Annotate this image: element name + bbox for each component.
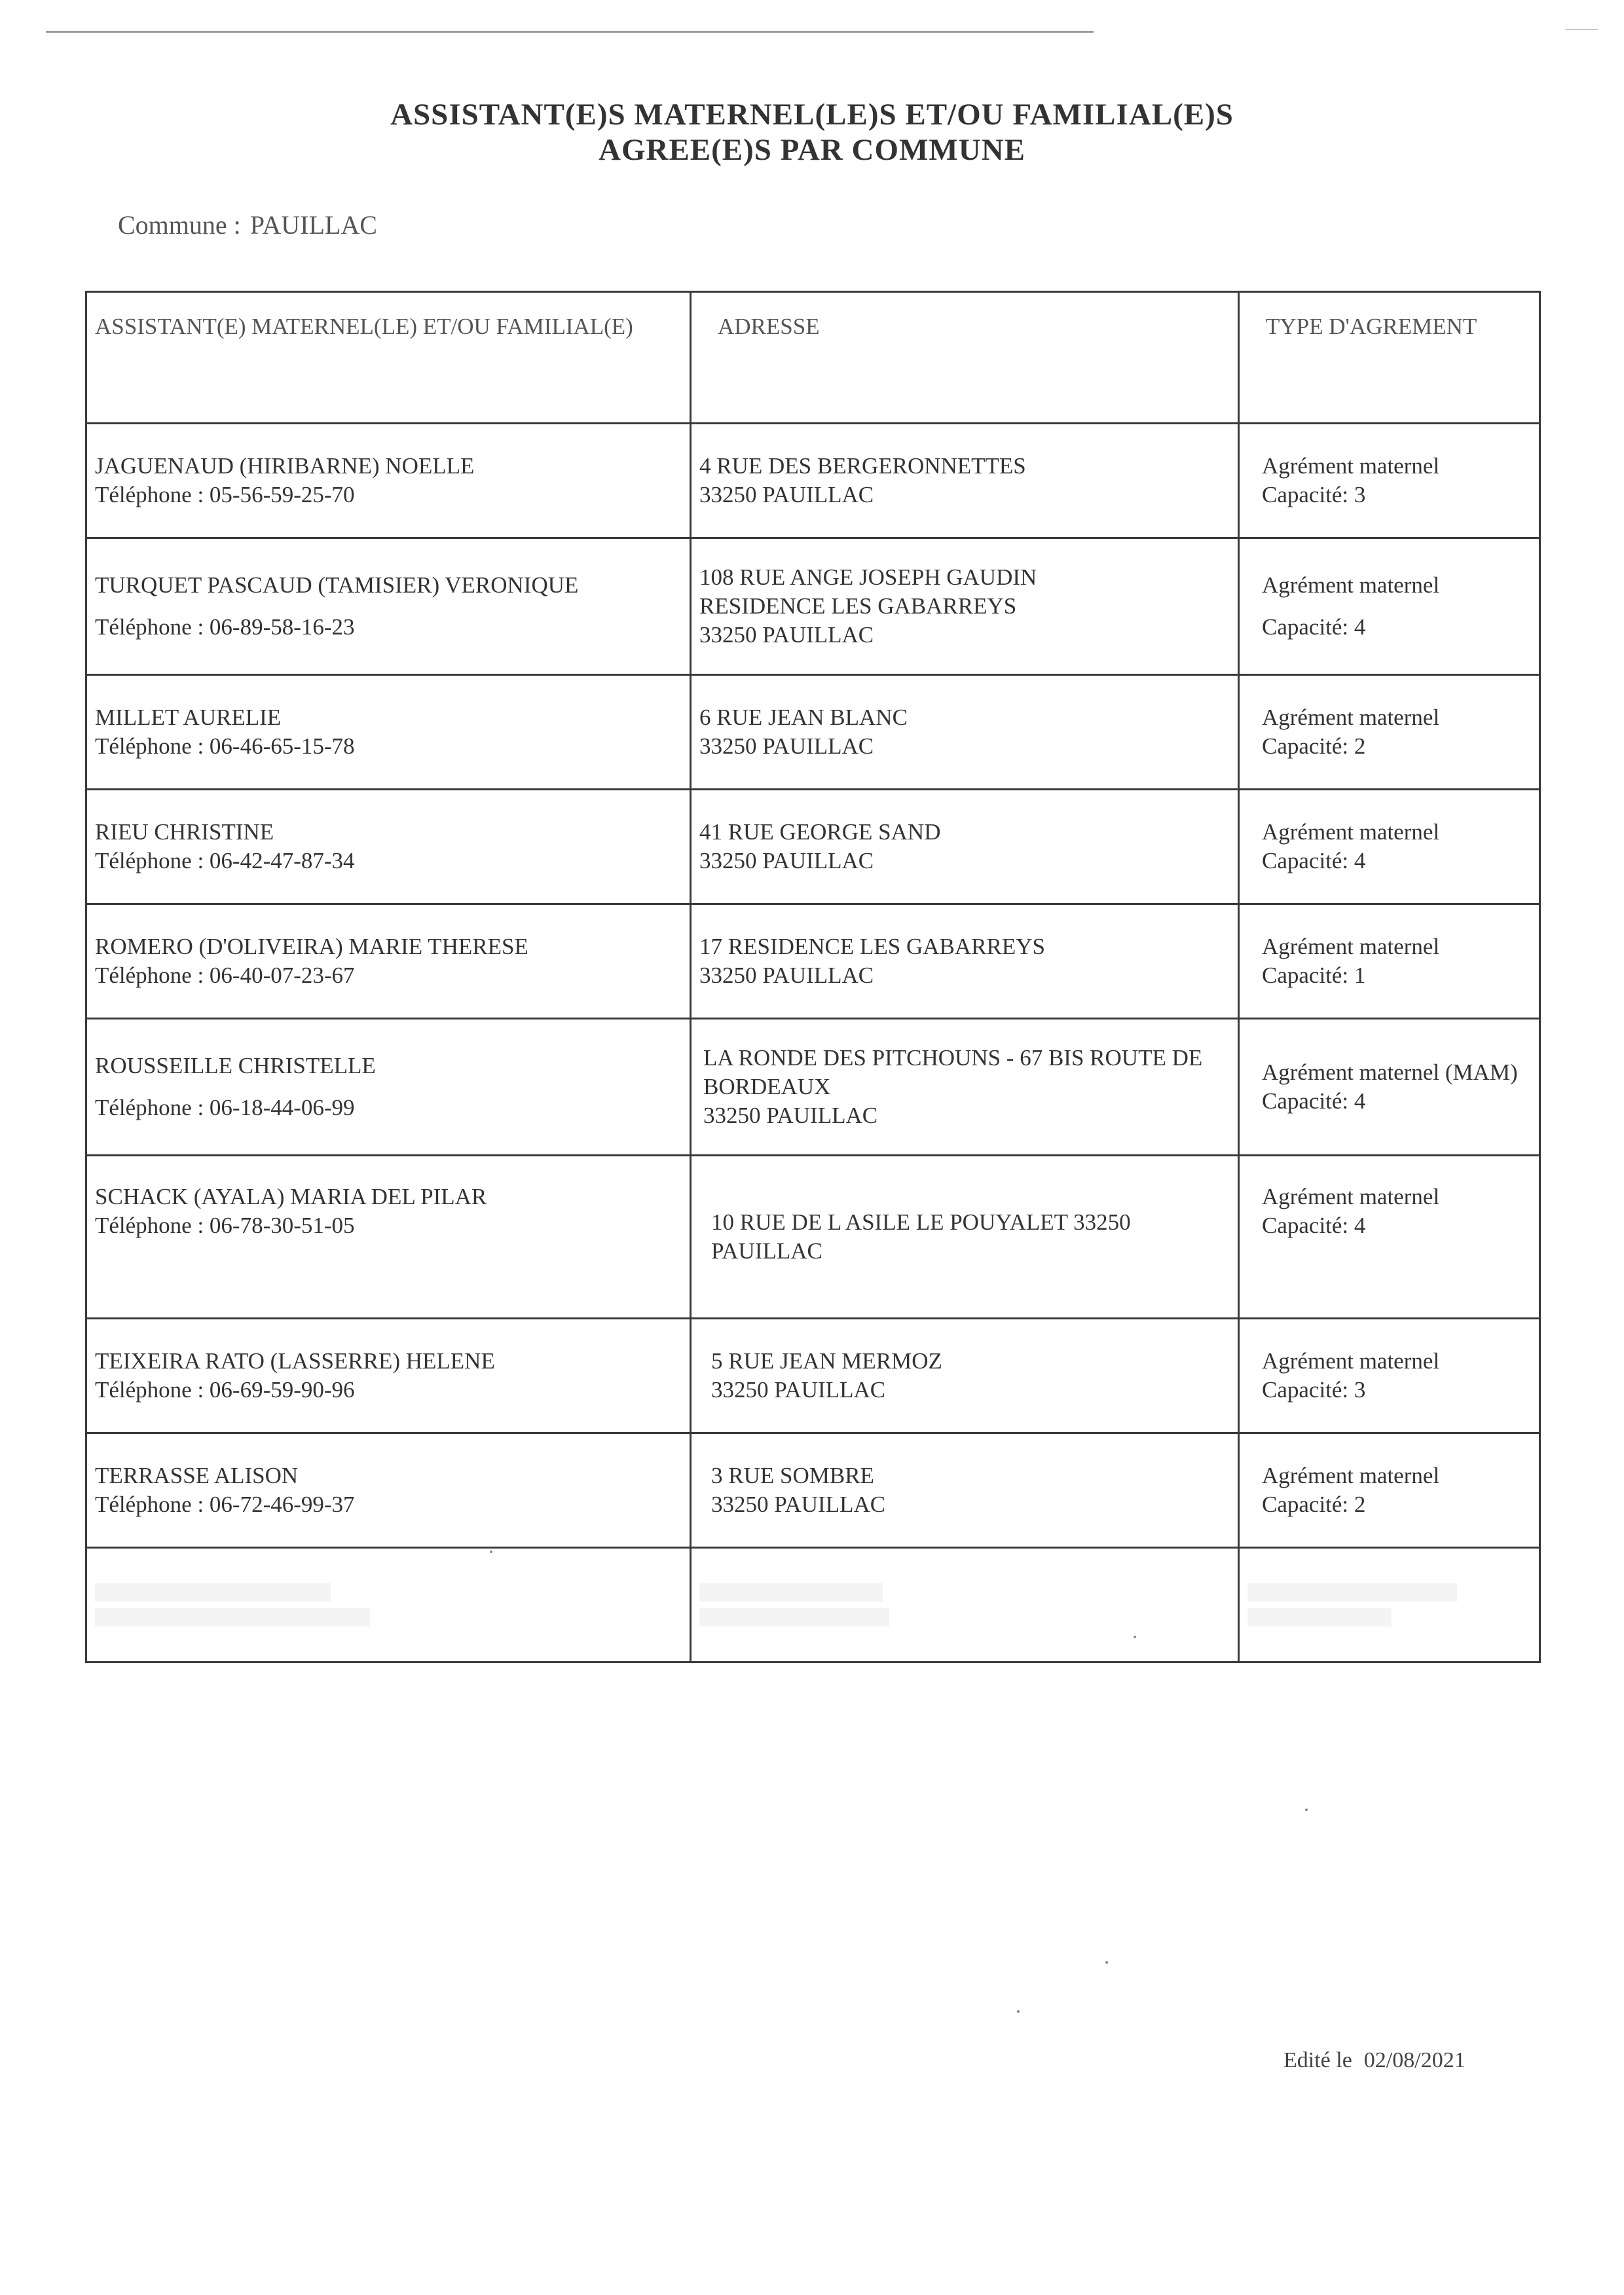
assistant-name: TERRASSE ALISON	[95, 1463, 299, 1488]
address-line: 3 RUE SOMBRE	[711, 1463, 874, 1488]
assistant-cell	[86, 424, 691, 538]
address-line: 33250 PAUILLAC	[711, 1492, 886, 1517]
table-row	[86, 904, 1540, 1019]
agrement-cell	[1239, 424, 1540, 538]
agrement-type: Agrément maternel	[1262, 1184, 1440, 1209]
assistant-name: SCHACK (AYALA) MARIA DEL PILAR	[95, 1184, 487, 1209]
assistant-cell	[86, 538, 691, 675]
edition-label: Edité le	[1283, 2048, 1352, 2072]
scan-speck	[490, 1551, 492, 1553]
assistants-table	[85, 291, 1541, 1663]
address-cell	[691, 1433, 1239, 1548]
assistant-phone: Téléphone : 06-89-58-16-23	[95, 614, 355, 640]
header-adresse: ADRESSE	[691, 292, 1239, 424]
assistant-name: TEIXEIRA RATO (LASSERRE) HELENE	[95, 1348, 495, 1374]
assistant-phone: Téléphone : 05-56-59-25-70	[95, 482, 355, 507]
agrement-capacity: Capacité: 3	[1262, 482, 1366, 507]
address-cell	[691, 1019, 1239, 1156]
table-row	[86, 424, 1540, 538]
document-title-line-1: ASSISTANT(E)S MATERNEL(LE)S ET/OU FAMILIAL(E)S	[390, 98, 1234, 132]
assistant-cell	[86, 904, 691, 1019]
agrement-cell	[1239, 904, 1540, 1019]
agrement-cell	[1239, 675, 1540, 790]
edition-date	[1283, 2048, 1477, 2073]
table-row	[86, 1019, 1540, 1156]
address-cell	[691, 790, 1239, 904]
commune-value: PAUILLAC	[249, 210, 377, 240]
assistant-name: MILLET AURELIE	[95, 705, 282, 730]
assistant-cell	[86, 1156, 691, 1319]
address-cell	[691, 424, 1239, 538]
table-row-redacted	[86, 1548, 1540, 1662]
address-line: 6 RUE JEAN BLANC	[699, 705, 908, 730]
header-assistant: ASSISTANT(E) MATERNEL(LE) ET/OU FAMILIAL(E)	[86, 292, 691, 424]
agrement-capacity: Capacité: 3	[1262, 1377, 1366, 1403]
address-line: 4 RUE DES BERGERONNETTES	[699, 453, 1026, 479]
address-line: 10 RUE DE L ASILE LE POUYALET 33250 PAUILLAC	[711, 1209, 1131, 1264]
agrement-type: Agrément maternel (MAM)	[1262, 1059, 1518, 1085]
redacted-cell	[86, 1548, 691, 1662]
agrement-cell	[1239, 790, 1540, 904]
table-row	[86, 675, 1540, 790]
assistant-phone: Téléphone : 06-18-44-06-99	[95, 1095, 355, 1120]
scan-border-mark	[1565, 29, 1598, 30]
assistant-phone: Téléphone : 06-78-30-51-05	[95, 1213, 355, 1238]
assistant-phone: Téléphone : 06-40-07-23-67	[95, 963, 355, 988]
address-line: 33250 PAUILLAC	[699, 963, 874, 988]
address-line: 5 RUE JEAN MERMOZ	[711, 1348, 942, 1374]
assistant-name: ROMERO (D'OLIVEIRA) MARIE THERESE	[95, 934, 528, 959]
address-line: 33250 PAUILLAC	[699, 848, 874, 873]
scan-border-line	[46, 31, 1094, 33]
agrement-capacity: Capacité: 4	[1262, 614, 1366, 640]
table-header-row	[86, 292, 1540, 424]
address-line: 41 RUE GEORGE SAND	[699, 819, 941, 845]
redacted-cell	[1239, 1548, 1540, 1662]
commune-line	[118, 210, 386, 240]
assistant-phone: Téléphone : 06-72-46-99-37	[95, 1492, 355, 1517]
agrement-type: Agrément maternel	[1262, 453, 1440, 479]
scan-speck	[1017, 2010, 1020, 2013]
edition-date-value: 02/08/2021	[1363, 2048, 1466, 2072]
document-title-line-2: AGREE(E)S PAR COMMUNE	[599, 133, 1025, 167]
agrement-type: Agrément maternel	[1262, 705, 1440, 730]
assistant-name: ROUSSEILLE CHRISTELLE	[95, 1053, 376, 1078]
address-line: 33250 PAUILLAC	[703, 1103, 878, 1128]
table-row	[86, 790, 1540, 904]
assistant-cell	[86, 675, 691, 790]
agrement-cell	[1239, 1156, 1540, 1319]
agrement-capacity: Capacité: 1	[1262, 963, 1366, 988]
agrement-type: Agrément maternel	[1262, 819, 1440, 845]
assistant-cell	[86, 790, 691, 904]
assistant-phone: Téléphone : 06-69-59-90-96	[95, 1377, 355, 1403]
assistant-cell	[86, 1319, 691, 1433]
assistant-name: RIEU CHRISTINE	[95, 819, 274, 845]
table-row	[86, 1319, 1540, 1433]
agrement-cell	[1239, 1319, 1540, 1433]
assistant-phone: Téléphone : 06-46-65-15-78	[95, 733, 355, 759]
address-line: RESIDENCE LES GABARREYS	[699, 593, 1017, 619]
agrement-capacity: Capacité: 4	[1262, 1213, 1366, 1238]
scan-speck	[1105, 1961, 1108, 1964]
address-line: 33250 PAUILLAC	[699, 733, 874, 759]
agrement-type: Agrément maternel	[1262, 1463, 1440, 1488]
address-cell	[691, 904, 1239, 1019]
agrement-capacity: Capacité: 2	[1262, 1492, 1366, 1517]
agrement-type: Agrément maternel	[1262, 934, 1440, 959]
agrement-capacity: Capacité: 4	[1262, 848, 1366, 873]
scan-speck	[1305, 1808, 1308, 1811]
address-cell	[691, 675, 1239, 790]
table-row	[86, 1156, 1540, 1319]
agrement-capacity: Capacité: 2	[1262, 733, 1366, 759]
table-row	[86, 1433, 1540, 1548]
commune-label: Commune :	[118, 210, 241, 240]
address-line: 33250 PAUILLAC	[699, 482, 874, 507]
scan-speck	[1134, 1636, 1136, 1638]
redacted-cell	[691, 1548, 1239, 1662]
address-line: LA RONDE DES PITCHOUNS - 67 BIS ROUTE DE BORDEAUX	[703, 1045, 1203, 1099]
header-type-agrement: TYPE D'AGREMENT	[1239, 292, 1540, 424]
address-line: 17 RESIDENCE LES GABARREYS	[699, 934, 1045, 959]
agrement-capacity: Capacité: 4	[1262, 1088, 1366, 1114]
table-row	[86, 538, 1540, 675]
address-cell	[691, 538, 1239, 675]
address-line: 33250 PAUILLAC	[699, 622, 874, 648]
assistant-name: JAGUENAUD (HIRIBARNE) NOELLE	[95, 453, 475, 479]
assistant-name: TURQUET PASCAUD (TAMISIER) VERONIQUE	[95, 572, 579, 598]
agrement-type: Agrément maternel	[1262, 1348, 1440, 1374]
document-title	[0, 97, 1624, 168]
agrement-cell	[1239, 538, 1540, 675]
agrement-type: Agrément maternel	[1262, 572, 1440, 598]
address-line: 108 RUE ANGE JOSEPH GAUDIN	[699, 564, 1037, 590]
address-cell	[691, 1156, 1239, 1319]
agrement-cell	[1239, 1433, 1540, 1548]
address-line: 33250 PAUILLAC	[711, 1377, 886, 1403]
address-cell	[691, 1319, 1239, 1433]
agrement-cell	[1239, 1019, 1540, 1156]
assistant-phone: Téléphone : 06-42-47-87-34	[95, 848, 355, 873]
assistant-cell	[86, 1433, 691, 1548]
assistant-cell	[86, 1019, 691, 1156]
